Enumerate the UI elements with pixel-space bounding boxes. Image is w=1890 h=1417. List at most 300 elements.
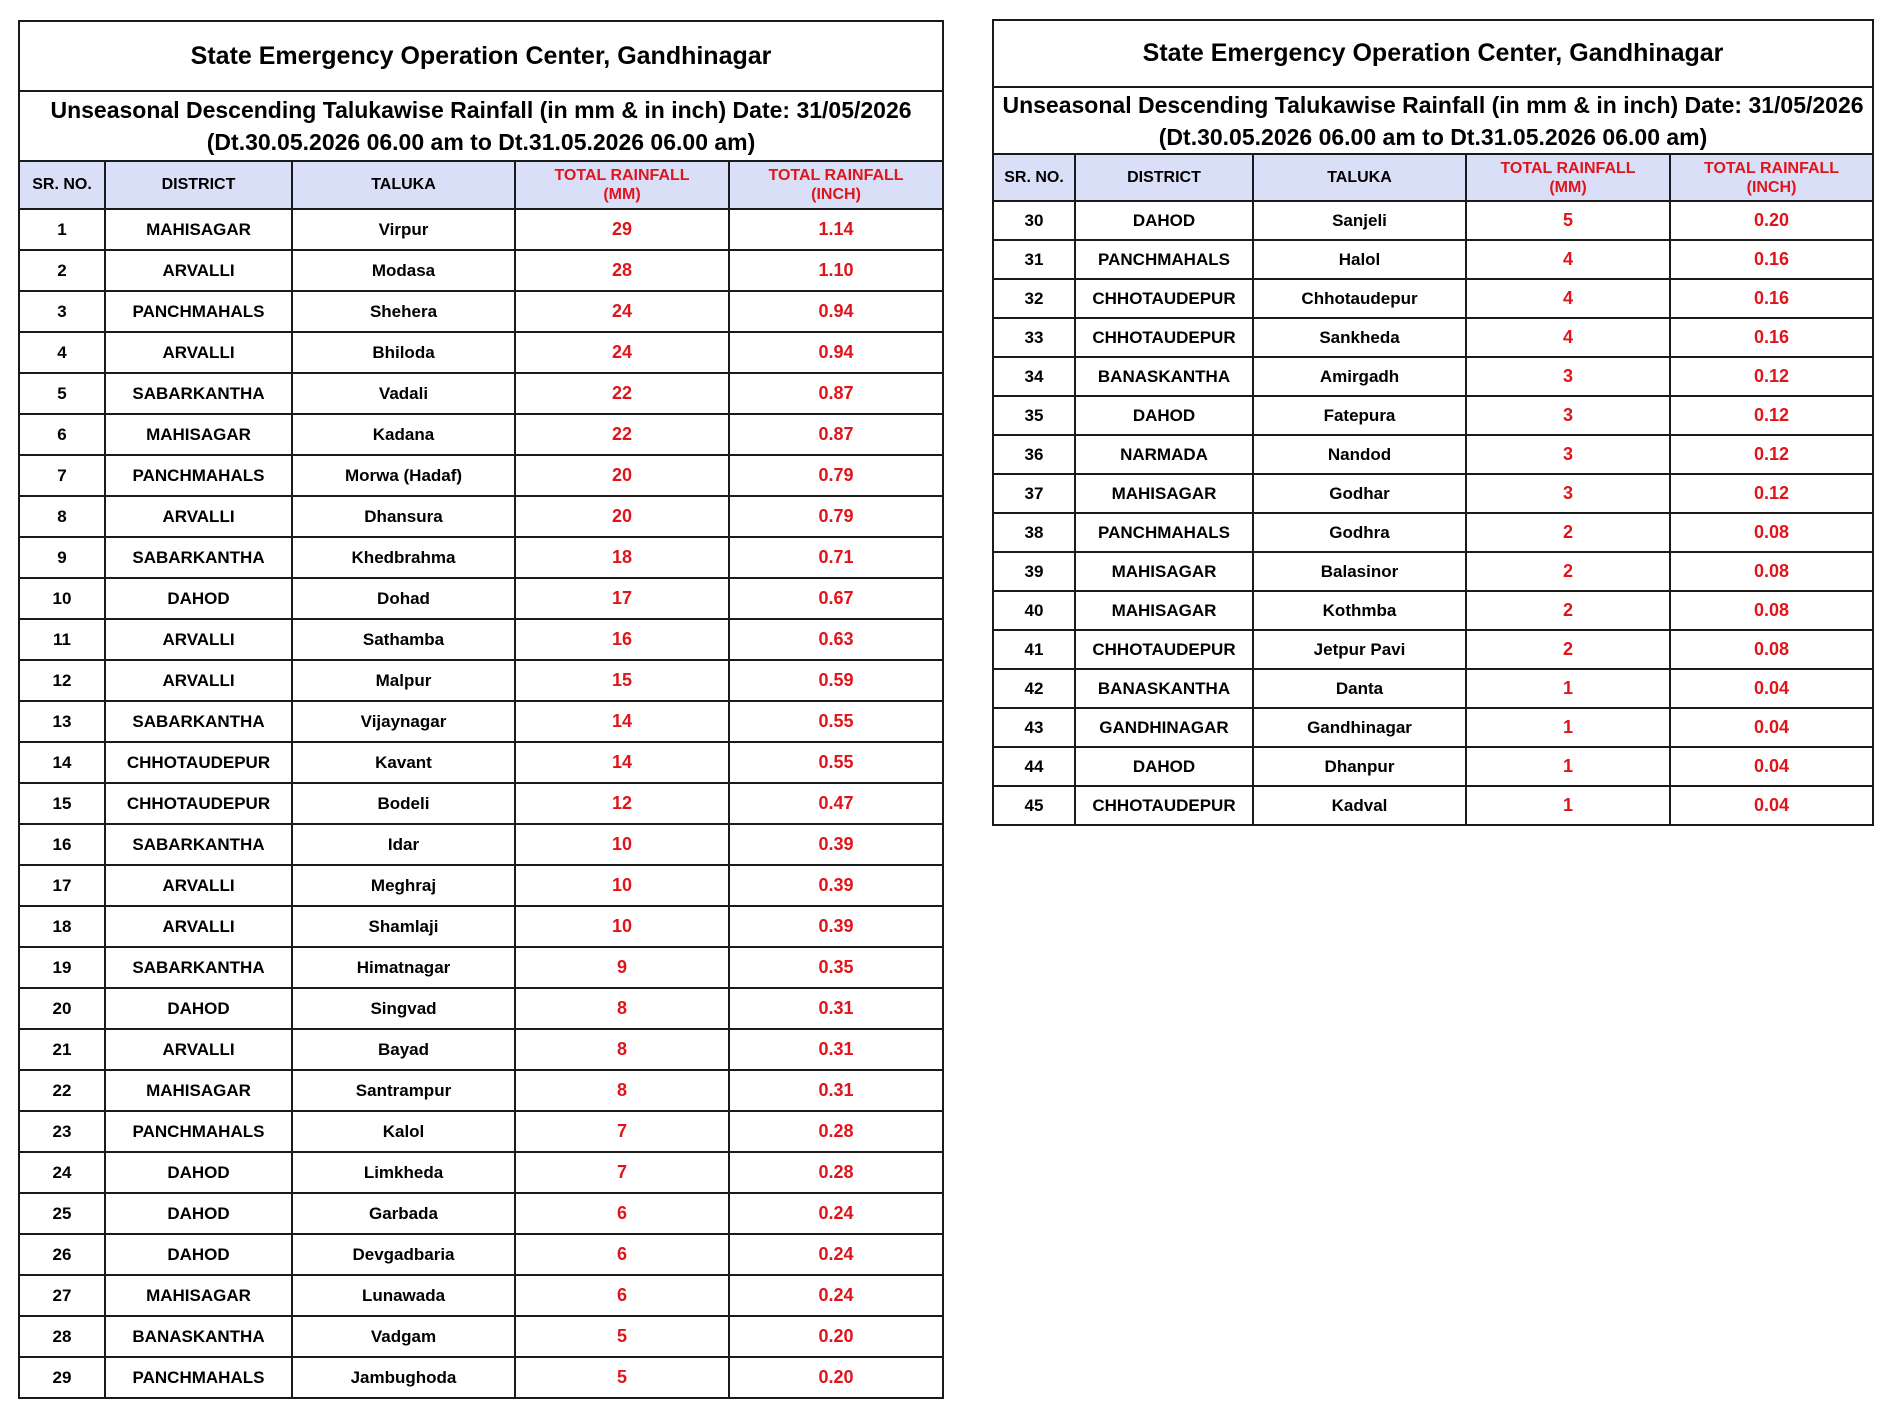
table-row [19,291,943,332]
rainfall-table-left [18,20,944,1399]
cell-sr-no: 7 [19,455,105,496]
cell-taluka: Meghraj [292,865,515,906]
cell-taluka: Godhra [1253,513,1466,552]
cell-rainfall-mm: 28 [515,250,729,291]
cell-sr-no: 10 [19,578,105,619]
cell-district: NARMADA [1075,435,1253,474]
cell-rainfall-mm: 10 [515,865,729,906]
cell-district: CHHOTAUDEPUR [1075,630,1253,669]
cell-sr-no: 6 [19,414,105,455]
cell-sr-no: 44 [993,747,1075,786]
cell-rainfall-inch: 0.16 [1670,240,1873,279]
table-row [993,240,1873,279]
cell-district: CHHOTAUDEPUR [105,742,292,783]
col-header-rainfall-mm [515,161,729,209]
cell-rainfall-mm: 17 [515,578,729,619]
cell-rainfall-inch: 0.04 [1670,708,1873,747]
cell-district: CHHOTAUDEPUR [1075,279,1253,318]
cell-district: ARVALLI [105,865,292,906]
table-row [19,824,943,865]
cell-district: ARVALLI [105,332,292,373]
cell-rainfall-mm: 14 [515,742,729,783]
cell-sr-no: 13 [19,701,105,742]
cell-rainfall-inch: 0.79 [729,496,943,537]
cell-rainfall-mm: 3 [1466,396,1670,435]
cell-rainfall-inch: 0.28 [729,1152,943,1193]
cell-taluka: Sathamba [292,619,515,660]
cell-taluka: Limkheda [292,1152,515,1193]
cell-taluka: Kothmba [1253,591,1466,630]
table-row [993,669,1873,708]
cell-rainfall-mm: 14 [515,701,729,742]
cell-rainfall-inch: 0.35 [729,947,943,988]
table-row [19,496,943,537]
cell-taluka: Lunawada [292,1275,515,1316]
cell-rainfall-inch: 0.67 [729,578,943,619]
cell-taluka: Dhansura [292,496,515,537]
cell-sr-no: 32 [993,279,1075,318]
table-row [993,630,1873,669]
cell-rainfall-inch: 0.39 [729,906,943,947]
cell-rainfall-inch: 0.55 [729,742,943,783]
table-row [993,279,1873,318]
cell-rainfall-mm: 4 [1466,318,1670,357]
cell-taluka: Godhar [1253,474,1466,513]
cell-taluka: Bodeli [292,783,515,824]
cell-rainfall-mm: 8 [515,1070,729,1111]
table-row [19,373,943,414]
cell-district: MAHISAGAR [1075,552,1253,591]
cell-sr-no: 30 [993,201,1075,240]
cell-sr-no: 43 [993,708,1075,747]
col-header-district: DISTRICT [1075,154,1253,201]
cell-district: BANASKANTHA [1075,357,1253,396]
cell-rainfall-mm: 8 [515,1029,729,1070]
cell-rainfall-mm: 3 [1466,357,1670,396]
cell-rainfall-mm: 24 [515,291,729,332]
cell-taluka: Balasinor [1253,552,1466,591]
cell-taluka: Garbada [292,1193,515,1234]
cell-sr-no: 33 [993,318,1075,357]
cell-rainfall-mm: 22 [515,414,729,455]
cell-sr-no: 29 [19,1357,105,1398]
col-header-rainfall-inch-line1: TOTAL RAINFALL [1703,159,1840,177]
cell-taluka: Devgadbaria [292,1234,515,1275]
cell-sr-no: 4 [19,332,105,373]
col-header-rainfall-mm-line2: (MM) [1549,178,1587,196]
cell-rainfall-mm: 1 [1466,786,1670,825]
table-body-left [19,209,943,1398]
cell-rainfall-mm: 12 [515,783,729,824]
cell-taluka: Vadali [292,373,515,414]
cell-sr-no: 19 [19,947,105,988]
col-header-rainfall-mm-line1: TOTAL RAINFALL [1500,159,1636,177]
table-row [993,474,1873,513]
cell-rainfall-inch: 0.16 [1670,318,1873,357]
cell-taluka: Jetpur Pavi [1253,630,1466,669]
cell-sr-no: 11 [19,619,105,660]
cell-rainfall-inch: 0.24 [729,1234,943,1275]
cell-sr-no: 37 [993,474,1075,513]
cell-district: ARVALLI [105,906,292,947]
cell-district: SABARKANTHA [105,701,292,742]
cell-rainfall-inch: 0.12 [1670,396,1873,435]
cell-taluka: Khedbrahma [292,537,515,578]
cell-sr-no: 14 [19,742,105,783]
cell-taluka: Jambughoda [292,1357,515,1398]
table-row [19,250,943,291]
cell-sr-no: 40 [993,591,1075,630]
cell-district: MAHISAGAR [105,209,292,250]
cell-taluka: Idar [292,824,515,865]
cell-rainfall-inch: 0.20 [729,1316,943,1357]
cell-taluka: Himatnagar [292,947,515,988]
cell-rainfall-mm: 6 [515,1234,729,1275]
table-row [993,747,1873,786]
table-row [993,201,1873,240]
cell-taluka: Kadval [1253,786,1466,825]
subtitle-line-2: (Dt.30.05.2026 06.00 am to Dt.31.05.2026 06.00 am) [206,129,756,155]
cell-sr-no: 3 [19,291,105,332]
cell-district: PANCHMAHALS [105,1357,292,1398]
cell-rainfall-mm: 5 [1466,201,1670,240]
cell-taluka: Singvad [292,988,515,1029]
cell-rainfall-inch: 0.04 [1670,786,1873,825]
table-row [993,435,1873,474]
cell-taluka: Morwa (Hadaf) [292,455,515,496]
cell-rainfall-mm: 16 [515,619,729,660]
cell-district: MAHISAGAR [105,1070,292,1111]
cell-district: MAHISAGAR [1075,591,1253,630]
cell-sr-no: 1 [19,209,105,250]
cell-rainfall-mm: 3 [1466,435,1670,474]
cell-rainfall-inch: 0.24 [729,1275,943,1316]
cell-taluka: Kavant [292,742,515,783]
table-subtitle [993,87,1873,154]
cell-district: CHHOTAUDEPUR [105,783,292,824]
table-row [19,865,943,906]
col-header-rainfall-inch [729,161,943,209]
table-row [993,357,1873,396]
table-subtitle [19,91,943,161]
col-header-taluka: TALUKA [292,161,515,209]
table-row [19,1275,943,1316]
cell-sr-no: 15 [19,783,105,824]
col-header-rainfall-inch [1670,154,1873,201]
cell-district: ARVALLI [105,660,292,701]
table-row [19,988,943,1029]
cell-taluka: Kadana [292,414,515,455]
col-header-sr-no: SR. NO. [993,154,1075,201]
cell-taluka: Dohad [292,578,515,619]
cell-sr-no: 25 [19,1193,105,1234]
cell-district: DAHOD [105,1152,292,1193]
cell-taluka: Danta [1253,669,1466,708]
table-row [19,209,943,250]
cell-rainfall-inch: 0.08 [1670,513,1873,552]
cell-rainfall-mm: 7 [515,1152,729,1193]
cell-district: PANCHMAHALS [105,455,292,496]
cell-district: CHHOTAUDEPUR [1075,318,1253,357]
cell-taluka: Nandod [1253,435,1466,474]
cell-rainfall-mm: 15 [515,660,729,701]
cell-rainfall-inch: 0.24 [729,1193,943,1234]
cell-taluka: Virpur [292,209,515,250]
cell-district: ARVALLI [105,1029,292,1070]
cell-rainfall-inch: 0.59 [729,660,943,701]
cell-rainfall-inch: 0.20 [729,1357,943,1398]
cell-rainfall-mm: 1 [1466,669,1670,708]
cell-sr-no: 42 [993,669,1075,708]
cell-sr-no: 9 [19,537,105,578]
cell-sr-no: 31 [993,240,1075,279]
cell-rainfall-inch: 0.16 [1670,279,1873,318]
cell-rainfall-mm: 4 [1466,279,1670,318]
cell-rainfall-inch: 0.31 [729,988,943,1029]
cell-sr-no: 22 [19,1070,105,1111]
cell-district: SABARKANTHA [105,947,292,988]
cell-rainfall-inch: 0.04 [1670,669,1873,708]
cell-taluka: Santrampur [292,1070,515,1111]
subtitle-line-1: Unseasonal Descending Talukawise Rainfall (in mm & in inch) Date: 31/05/2026 [50,97,912,123]
cell-rainfall-inch: 0.55 [729,701,943,742]
cell-rainfall-inch: 0.47 [729,783,943,824]
col-header-taluka: TALUKA [1253,154,1466,201]
cell-district: BANASKANTHA [105,1316,292,1357]
cell-sr-no: 35 [993,396,1075,435]
cell-district: DAHOD [1075,396,1253,435]
cell-rainfall-inch: 0.04 [1670,747,1873,786]
cell-taluka: Shehera [292,291,515,332]
table-row [19,742,943,783]
cell-district: PANCHMAHALS [105,291,292,332]
col-header-rainfall-inch-line1: TOTAL RAINFALL [768,167,904,184]
cell-taluka: Vadgam [292,1316,515,1357]
table-row [993,552,1873,591]
cell-rainfall-mm: 3 [1466,474,1670,513]
cell-taluka: Amirgadh [1253,357,1466,396]
cell-rainfall-mm: 2 [1466,513,1670,552]
table-row [993,396,1873,435]
cell-district: SABARKANTHA [105,537,292,578]
cell-rainfall-inch: 0.79 [729,455,943,496]
cell-rainfall-mm: 29 [515,209,729,250]
cell-sr-no: 36 [993,435,1075,474]
cell-rainfall-mm: 2 [1466,552,1670,591]
cell-sr-no: 39 [993,552,1075,591]
table-row [19,906,943,947]
cell-rainfall-inch: 0.94 [729,332,943,373]
cell-rainfall-mm: 6 [515,1193,729,1234]
cell-taluka: Sanjeli [1253,201,1466,240]
cell-sr-no: 18 [19,906,105,947]
cell-rainfall-inch: 0.31 [729,1070,943,1111]
table-row [19,455,943,496]
cell-rainfall-mm: 9 [515,947,729,988]
table-title: State Emergency Operation Center, Gandhinagar [19,21,943,91]
cell-rainfall-mm: 20 [515,455,729,496]
column-header-row [993,154,1873,201]
cell-rainfall-mm: 1 [1466,747,1670,786]
cell-sr-no: 16 [19,824,105,865]
cell-sr-no: 38 [993,513,1075,552]
col-header-rainfall-mm-line2: (MM) [603,186,641,203]
cell-district: GANDHINAGAR [1075,708,1253,747]
cell-district: SABARKANTHA [105,824,292,865]
table-row [19,619,943,660]
col-header-district: DISTRICT [105,161,292,209]
cell-sr-no: 17 [19,865,105,906]
cell-rainfall-mm: 1 [1466,708,1670,747]
table-row [993,786,1873,825]
cell-taluka: Sankheda [1253,318,1466,357]
cell-sr-no: 27 [19,1275,105,1316]
cell-rainfall-inch: 0.08 [1670,630,1873,669]
cell-rainfall-inch: 0.63 [729,619,943,660]
cell-taluka: Malpur [292,660,515,701]
cell-taluka: Halol [1253,240,1466,279]
cell-sr-no: 28 [19,1316,105,1357]
table-row [993,318,1873,357]
cell-sr-no: 24 [19,1152,105,1193]
column-header-row [19,161,943,209]
cell-rainfall-inch: 0.31 [729,1029,943,1070]
subtitle-line-1: Unseasonal Descending Talukawise Rainfall (in mm & in inch) Date: 31/05/2026 [1002,91,1864,118]
table-row [19,1111,943,1152]
subtitle-line-2: (Dt.30.05.2026 06.00 am to Dt.31.05.2026 06.00 am) [1158,123,1708,150]
cell-district: DAHOD [105,1193,292,1234]
table-body-right [993,201,1873,825]
cell-rainfall-inch: 0.87 [729,414,943,455]
cell-rainfall-inch: 0.87 [729,373,943,414]
cell-rainfall-inch: 0.12 [1670,435,1873,474]
cell-rainfall-mm: 5 [515,1357,729,1398]
table-row [19,1029,943,1070]
cell-taluka: Bhiloda [292,332,515,373]
cell-district: PANCHMAHALS [1075,240,1253,279]
cell-sr-no: 12 [19,660,105,701]
table-row [19,1316,943,1357]
cell-rainfall-inch: 0.71 [729,537,943,578]
cell-rainfall-inch: 0.12 [1670,357,1873,396]
cell-taluka: Chhotaudepur [1253,279,1466,318]
cell-rainfall-inch: 0.12 [1670,474,1873,513]
cell-rainfall-mm: 10 [515,824,729,865]
cell-rainfall-mm: 22 [515,373,729,414]
cell-taluka: Dhanpur [1253,747,1466,786]
cell-district: SABARKANTHA [105,373,292,414]
cell-rainfall-inch: 0.39 [729,824,943,865]
cell-district: ARVALLI [105,496,292,537]
cell-district: BANASKANTHA [1075,669,1253,708]
cell-district: DAHOD [105,578,292,619]
rainfall-table-right [992,19,1874,826]
cell-rainfall-inch: 0.28 [729,1111,943,1152]
cell-rainfall-inch: 1.10 [729,250,943,291]
cell-sr-no: 45 [993,786,1075,825]
cell-rainfall-mm: 4 [1466,240,1670,279]
cell-sr-no: 8 [19,496,105,537]
cell-sr-no: 23 [19,1111,105,1152]
cell-district: MAHISAGAR [1075,474,1253,513]
cell-taluka: Vijaynagar [292,701,515,742]
table-row [19,1152,943,1193]
table-row [19,578,943,619]
cell-rainfall-inch: 1.14 [729,209,943,250]
cell-district: CHHOTAUDEPUR [1075,786,1253,825]
cell-rainfall-inch: 0.94 [729,291,943,332]
cell-sr-no: 5 [19,373,105,414]
cell-rainfall-mm: 5 [515,1316,729,1357]
table-row [19,1193,943,1234]
table-row [19,701,943,742]
table-row [993,591,1873,630]
cell-taluka: Fatepura [1253,396,1466,435]
cell-rainfall-mm: 10 [515,906,729,947]
table-row [993,708,1873,747]
cell-district: DAHOD [105,1234,292,1275]
cell-rainfall-mm: 2 [1466,630,1670,669]
cell-taluka: Shamlaji [292,906,515,947]
cell-sr-no: 20 [19,988,105,1029]
cell-district: DAHOD [1075,747,1253,786]
cell-taluka: Bayad [292,1029,515,1070]
cell-sr-no: 21 [19,1029,105,1070]
table-title: State Emergency Operation Center, Gandhinagar [993,20,1873,87]
col-header-rainfall-inch-line2: (INCH) [811,186,861,203]
table-row [19,537,943,578]
cell-district: PANCHMAHALS [1075,513,1253,552]
col-header-rainfall-mm [1466,154,1670,201]
table-row [19,947,943,988]
cell-rainfall-inch: 0.08 [1670,591,1873,630]
cell-district: ARVALLI [105,250,292,291]
table-row [993,513,1873,552]
cell-district: ARVALLI [105,619,292,660]
cell-sr-no: 41 [993,630,1075,669]
cell-rainfall-inch: 0.20 [1670,201,1873,240]
table-row [19,783,943,824]
cell-sr-no: 2 [19,250,105,291]
cell-rainfall-mm: 24 [515,332,729,373]
table-row [19,1234,943,1275]
cell-district: DAHOD [105,988,292,1029]
cell-district: MAHISAGAR [105,414,292,455]
cell-rainfall-mm: 8 [515,988,729,1029]
col-header-rainfall-inch-line2: (INCH) [1746,178,1797,196]
cell-district: MAHISAGAR [105,1275,292,1316]
table-row [19,660,943,701]
col-header-rainfall-mm-line1: TOTAL RAINFALL [554,167,690,184]
cell-rainfall-mm: 18 [515,537,729,578]
cell-district: DAHOD [1075,201,1253,240]
cell-rainfall-inch: 0.39 [729,865,943,906]
cell-rainfall-mm: 6 [515,1275,729,1316]
table-row [19,332,943,373]
cell-sr-no: 26 [19,1234,105,1275]
cell-taluka: Kalol [292,1111,515,1152]
cell-rainfall-inch: 0.08 [1670,552,1873,591]
col-header-sr-no: SR. NO. [19,161,105,209]
table-row [19,1070,943,1111]
cell-rainfall-mm: 2 [1466,591,1670,630]
cell-taluka: Gandhinagar [1253,708,1466,747]
table-row [19,1357,943,1398]
table-row [19,414,943,455]
cell-rainfall-mm: 20 [515,496,729,537]
cell-district: PANCHMAHALS [105,1111,292,1152]
cell-rainfall-mm: 7 [515,1111,729,1152]
